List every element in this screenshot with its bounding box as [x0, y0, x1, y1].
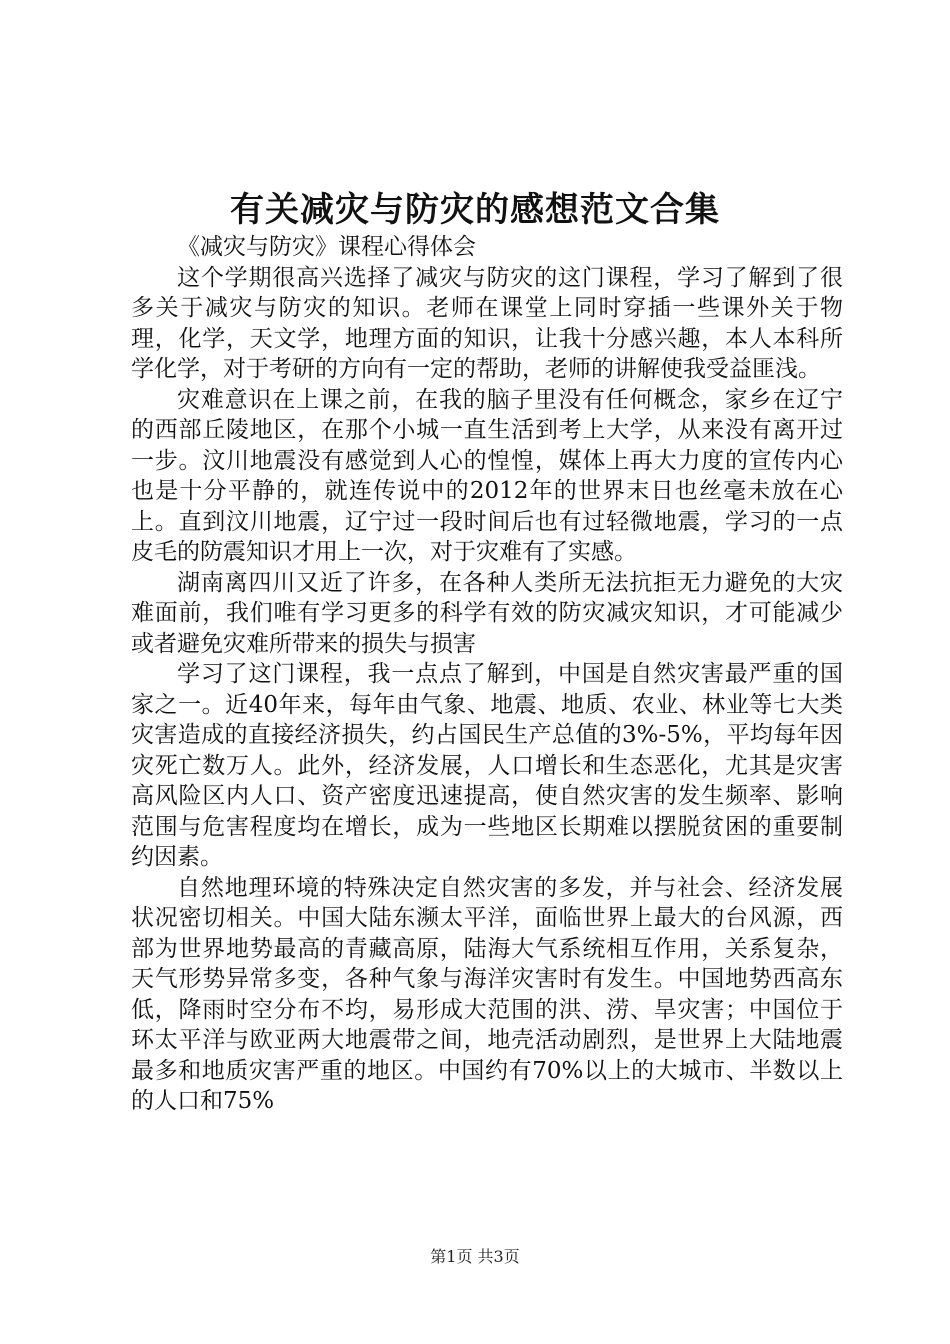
- paragraph-5: 自然地理环境的特殊决定自然灾害的多发，并与社会、经济发展状况密切相关。中国大陆东濒太平洋，面临世界上最大的台风源，西部为世界地势最高的青藏高原，陆海大气系统相互作用，关系复杂，天气形势异常多变，各种气象与海洋灾害时有发生。中国地势西高东低，降雨时空分布不均，易形成大范围的洪、涝、旱灾害；中国位于环太平洋与欧亚两大地震带之间，地壳活动剧烈，是世界上大陆地震最多和地质灾害严重的地区。中国约有70%以上的大城市、半数以上的人口和75%: [131, 874, 843, 1114]
- document-title: 有关减灾与防灾的感想范文合集: [230, 190, 720, 230]
- page-number-footer: 第1页 共3页: [430, 1247, 520, 1266]
- paragraph-2: 灾难意识在上课之前，在我的脑子里没有任何概念，家乡在辽宁的西部丘陵地区，在那个小城一直生活到考上大学，从来没有离开过一步。汶川地震没有感觉到人心的惶惶，媒体上再大力度的宣传内心也是十分平静的，就连传说中的2012年的世界末日也丝毫未放在心上。直到汶川地震，辽宁过一段时间后也有过轻微地震，学习的一点皮毛的防震知识才用上一次，对于灾难有了实感。: [131, 386, 843, 565]
- document-subtitle: 《减灾与防灾》课程心得体会: [177, 234, 476, 260]
- paragraph-4: 学习了这门课程，我一点点了解到，中国是自然灾害最严重的国家之一。近40年来，每年由气象、地震、地质、农业、林业等七大类灾害造成的直接经济损失，约占国民生产总值的3%-5%，平均每年因灾死亡数万人。此外，经济发展，人口增长和生态恶化，尤其是灾害高风险区内人口、资产密度迅速提高，使自然灾害的发生频率、影响范围与危害程度均在增长，成为一些地区长期难以摆脱贫困的重要制约因素。: [131, 661, 843, 870]
- paragraph-1: 这个学期很高兴选择了减灾与防灾的这门课程，学习了解到了很多关于减灾与防灾的知识。老师在课堂上同时穿插一些课外关于物理，化学，天文学，地理方面的知识，让我十分感兴趣，本人本科所学化学，对于考研的方向有一定的帮助，老师的讲解使我受益匪浅。: [131, 264, 843, 382]
- paragraph-3: 湖南离四川又近了许多，在各种人类所无法抗拒无力避免的大灾难面前，我们唯有学习更多的科学有效的防灾减灾知识，才可能减少或者避免灾难所带来的损失与损害: [131, 569, 843, 657]
- document-body: [131, 232, 843, 1117]
